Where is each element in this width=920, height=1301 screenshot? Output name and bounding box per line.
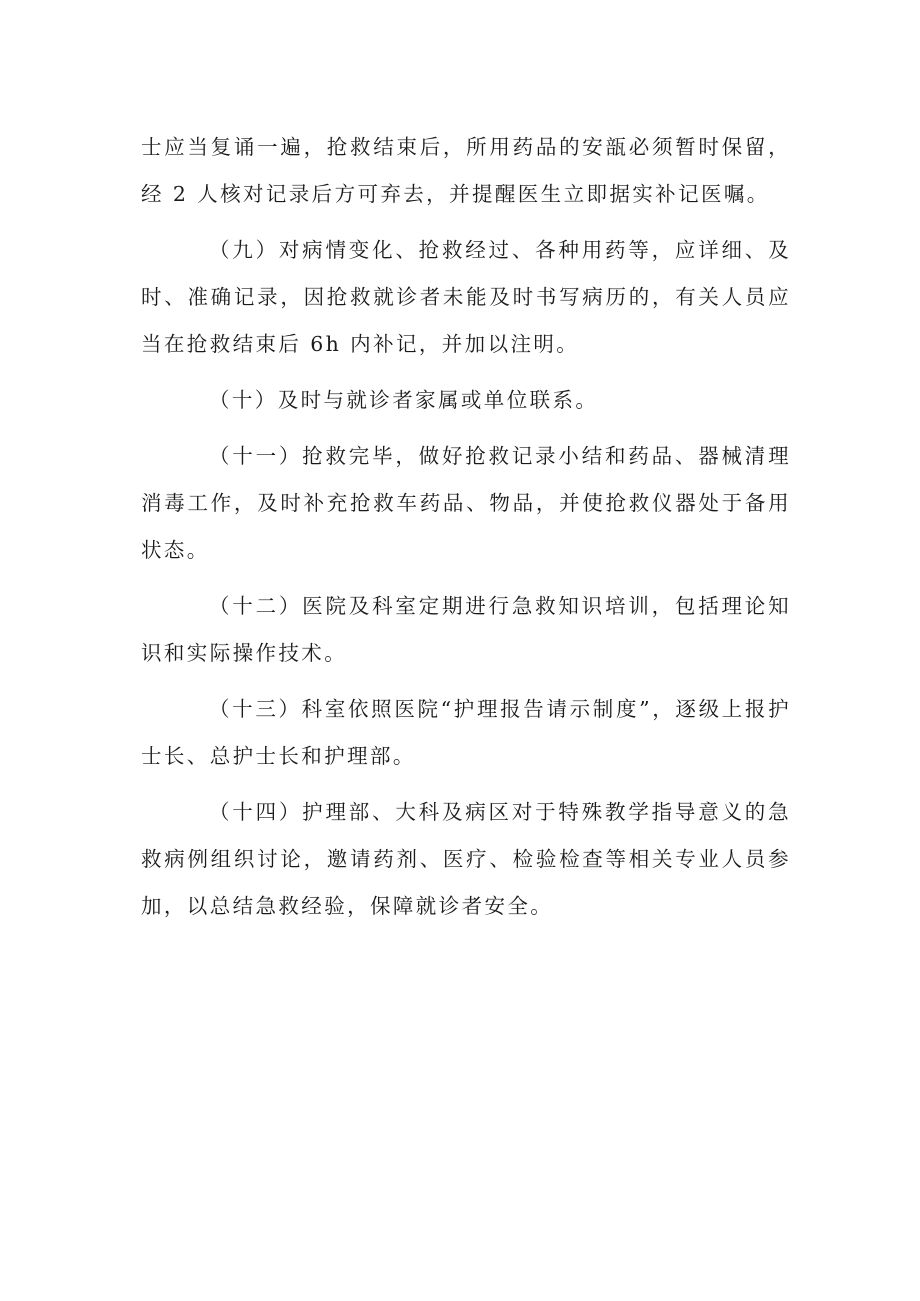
paragraph-item-14: （十四）护理部、大科及病区对于特殊教学指导意义的急救病例组织讨论，邀请药剂、医疗、检验检查等相关专业人员参加，以总结急救经验，保障就诊者安全。 — [141, 800, 791, 918]
paragraph-item-9: （九）对病情变化、抢救经过、各种用药等，应详细、及时、准确记录，因抢救就诊者未能及时书写病历的，有关人员应当在抢救结束后 6h 内补记，并加以注明。 — [141, 238, 791, 356]
paragraph-item-12: （十二）医院及科室定期进行急救知识培训，包括理论知识和实际操作技术。 — [141, 594, 791, 665]
paragraph-continuation: 士应当复诵一遍，抢救结束后，所用药品的安瓿必须暂时保留，经 2 人核对记录后方可弃去，并提醒医生立即据实补记医嘱。 — [141, 135, 791, 206]
document-body — [141, 124, 791, 939]
paragraph-item-11: （十一）抢救完毕，做好抢救记录小结和药品、器械清理消毒工作，及时补充抢救车药品、物品，并使抢救仪器处于备用状态。 — [141, 444, 791, 562]
paragraph-item-13: （十三）科室依照医院“护理报告请示制度”，逐级上报护士长、总护士长和护理部。 — [141, 697, 791, 768]
paragraph-item-10: （十）及时与就诊者家属或单位联系。 — [209, 388, 599, 412]
